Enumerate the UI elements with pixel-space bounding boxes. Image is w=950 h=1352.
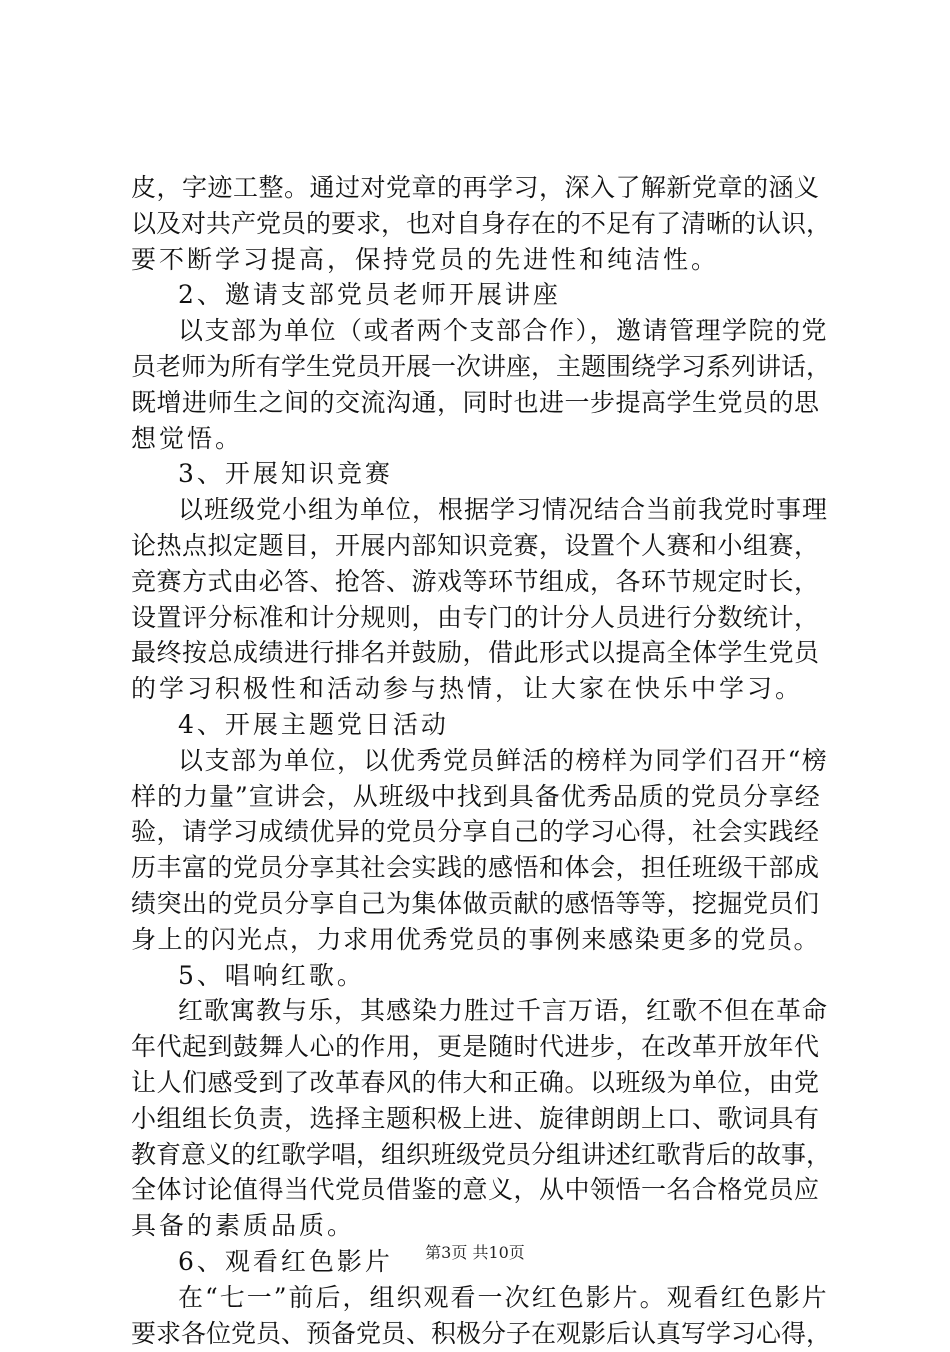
text-line: 红歌寓教与乐，其感染力胜过千言万语，红歌不但在革命: [178, 996, 829, 1026]
page-footer: 第3页 共10页: [425, 1243, 525, 1262]
text-line: 在“七一”前后，组织观看一次红色影片。观看红色影片: [178, 1282, 829, 1312]
text-line: 以及对共产党员的要求，也对自身存在的不足有了清晰的认识，: [131, 208, 832, 238]
text-line: 要求各位党员、预备党员、积极分子在观影后认真写学习心得，: [131, 1318, 832, 1348]
text-line: 验，请学习成绩优异的党员分享自己的学习心得，社会实践经: [131, 817, 820, 847]
text-line: 以支部为单位，以优秀党员鲜活的榜样为同学们召开“榜: [178, 745, 829, 775]
text-line: 全体讨论值得当代党员借鉴的意义，从中领悟一名合格党员应: [131, 1175, 820, 1205]
text-line: 5、唱响红歌。: [178, 960, 365, 990]
text-line: 教育意义的红歌学唱，组织班级党员分组讲述红歌背后的故事，: [131, 1139, 832, 1169]
text-line: 设置评分标准和计分规则，由专门的计分人员进行分数统计，: [131, 602, 820, 632]
text-line: 绩突出的党员分享自己为集体做贡献的感悟等等，挖掘党员们: [131, 889, 820, 918]
text-line: 以班级党小组为单位，根据学习情况结合当前我党时事理: [178, 495, 829, 525]
text-line: 要不断学习提高，保持党员的先进性和纯洁性。: [131, 244, 720, 274]
text-line: 3、开展知识竞赛: [178, 459, 393, 489]
text-line: 员老师为所有学生党员开展一次讲座，主题围绕学习系列讲话，: [131, 352, 832, 381]
text-line: 最终按总成绩进行排名并鼓励，借此形式以提高全体学生党员: [131, 638, 820, 668]
text-line: 想觉悟。: [131, 423, 244, 453]
text-line: 年代起到鼓舞人心的作用，更是随时代进步，在改革开放年代: [131, 1032, 820, 1062]
text-line: 皮，字迹工整。通过对党章的再学习，深入了解新党章的涵义: [131, 173, 820, 202]
text-line: 小组组长负责，选择主题积极上进、旋律朗朗上口、歌词具有: [131, 1103, 820, 1133]
text-line: 让人们感受到了改革春风的伟大和正确。以班级为单位，由党: [131, 1068, 820, 1097]
text-line: 既增进师生之间的交流沟通，同时也进一步提高学生党员的思: [131, 387, 820, 417]
text-line: 具备的素质品质。: [131, 1211, 356, 1241]
text-line: 竞赛方式由必答、抢答、游戏等环节组成，各环节规定时长，: [131, 566, 820, 596]
text-line: 的学习积极性和活动参与热情，让大家在快乐中学习。: [131, 674, 804, 704]
text-line: 论热点拟定题目，开展内部知识竞赛，设置个人赛和小组赛，: [131, 531, 820, 560]
text-line: 历丰富的党员分享其社会实践的感悟和体会，担任班级干部成: [131, 853, 820, 883]
text-line: 6、观看红色影片: [178, 1247, 393, 1276]
text-line: 4、开展主题党日活动: [178, 710, 449, 739]
text-line: 以支部为单位（或者两个支部合作），邀请管理学院的党: [178, 316, 829, 346]
text-line: 身上的闪光点，力求用优秀党员的事例来感染更多的党员。: [131, 924, 821, 954]
text-line: 样的力量”宣讲会，从班级中找到具备优秀品质的党员分享经: [131, 781, 821, 811]
text-line: 2、邀请支部党员老师开展讲座: [178, 280, 561, 310]
